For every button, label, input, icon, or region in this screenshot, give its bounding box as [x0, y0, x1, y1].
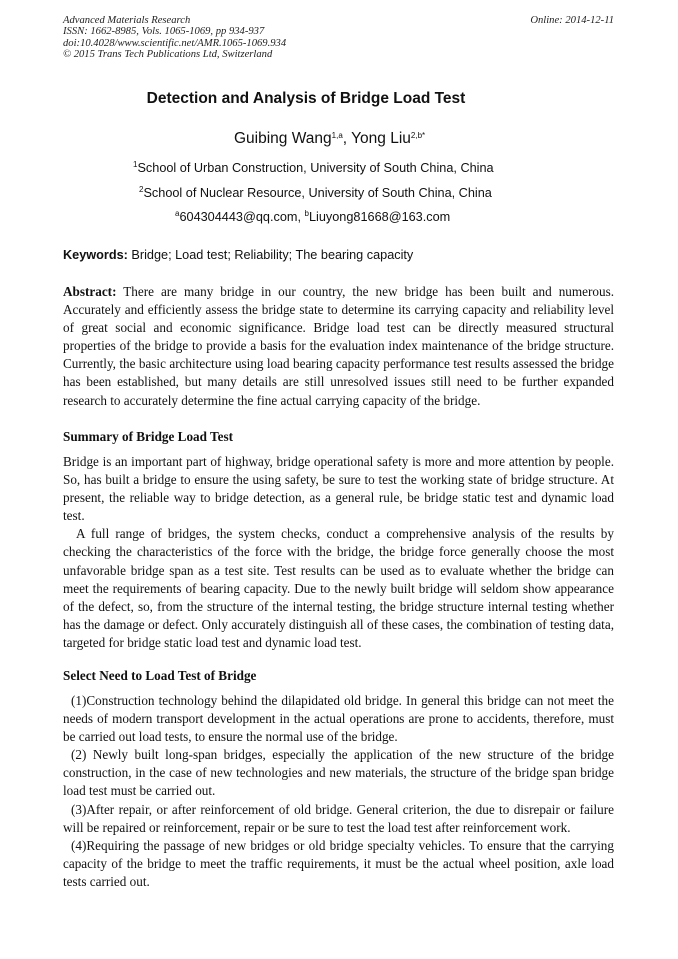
email-link[interactable]: 604304443@qq.com	[179, 210, 298, 224]
doi-line: doi:10.4028/www.scientific.net/AMR.1065-1069.934	[63, 37, 287, 49]
author-sup: 2,b*	[410, 131, 426, 140]
online-date: Online: 2014-12-11	[530, 15, 614, 26]
email-link[interactable]: Liuyong81668@163.com	[308, 210, 451, 224]
copyright-line: © 2015 Trans Tech Publications Ltd, Switzerland	[63, 48, 273, 60]
paragraph: Bridge is an important part of highway, bridge operational safety is more and more attention by people. So, has built a bridge to ensure the using safety, be sure to test the working state of bridge structure. At present, the reliable way to bridge detection, as a general rule, be bridge static test and dynamic load test.	[63, 454, 614, 524]
keywords-label: Keywords:	[63, 248, 128, 262]
abstract-text: There are many bridge in our country, the new bridge has been built and numerous. Accurately and efficiently assess the bridge state to determine its carrying capacity and reliability level of great social and economic significance. Bridge load test can be directly measured structural properties of the bridge to provide a basis for the evaluation index maintenance of the bridge structure. Currently, the basic architecture using load bearing capacity performance test results assessed the bridge has been established, but many details are still unresolved issues still need to be further expanded research to accurately determine the fine actual carrying capacity of the bridge.	[63, 284, 615, 408]
journal-name: Advanced Materials Research	[63, 15, 191, 26]
keywords-text: Bridge; Load test; Reliability; The bearing capacity	[131, 248, 414, 262]
list-item: (1)Construction technology behind the dilapidated old bridge. In general this bridge can not meet the needs of modern transport development in the actual operations are prone to accidents, therefore, must be carried out load tests, to ensure the normal use of the bridge.	[63, 693, 614, 745]
email-sup: b	[304, 209, 309, 218]
affiliation-text: School of Nuclear Resource, University of South China, China	[143, 186, 492, 200]
section-body	[63, 453, 614, 652]
list-item: (2) Newly built long-span bridges, especially the application of the new structure of the bridge construction, in the case of new technologies and new materials, the structure of the bridge span bridge load test must be carried out.	[63, 747, 614, 799]
abstract	[63, 283, 614, 410]
affiliation-2	[139, 186, 492, 200]
author-line	[190, 130, 620, 148]
email-line	[175, 210, 450, 224]
list-item: (3)After repair, or after reinforcement of old bridge. General criterion, the due to disrepair or failure will be repaired or reinforcement, repair or be sure to test the load test after reinforcement work.	[63, 801, 614, 835]
author-separator: ,	[342, 130, 352, 147]
affiliation-sup: 1	[133, 160, 138, 169]
journal-header	[63, 15, 286, 60]
affiliation-1	[133, 161, 494, 175]
paper-title: Detection and Analysis of Bridge Load Test	[146, 90, 466, 107]
email-sup: a	[175, 209, 180, 218]
section-heading: Summary of Bridge Load Test	[63, 429, 233, 444]
email-separator: ,	[297, 210, 305, 224]
keywords	[63, 248, 413, 262]
author-sup: 1,a	[331, 131, 343, 140]
author-name: Yong Liu	[351, 130, 411, 147]
affiliation-sup: 2	[139, 185, 144, 194]
abstract-label: Abstract:	[63, 284, 117, 299]
issn-line: ISSN: 1662-8985, Vols. 1065-1069, pp 934-937	[63, 26, 265, 38]
section-heading: Select Need to Load Test of Bridge	[63, 668, 257, 683]
affiliation-text: School of Urban Construction, University of South China, China	[137, 161, 494, 175]
list-item: (4)Requiring the passage of new bridges or old bridge specialty vehicles. To ensure that the carrying capacity of the bridge to meet the traffic requirements, it must be the actual wheel position, axle load tests carried out.	[63, 837, 614, 889]
section-body	[63, 692, 614, 891]
author-name: Guibing Wang	[234, 130, 332, 147]
paragraph: A full range of bridges, the system checks, conduct a comprehensive analysis of the results by checking the characteristics of the force with the bridge, the bridge force generally choose the most unfavorable bridge span as a test site. Test results can be used as to evaluate whether the bridge can meet the requirements of bearing capacity. Due to the newly built bridge will seldom show appearance of the defect, so, from the structure of the internal testing, the bridge structure internal testing whether has the damage or defect. Only accurately distinguish all of these cases, the combination of testing data, targeted for bridge static load test and dynamic load test.	[63, 526, 614, 650]
